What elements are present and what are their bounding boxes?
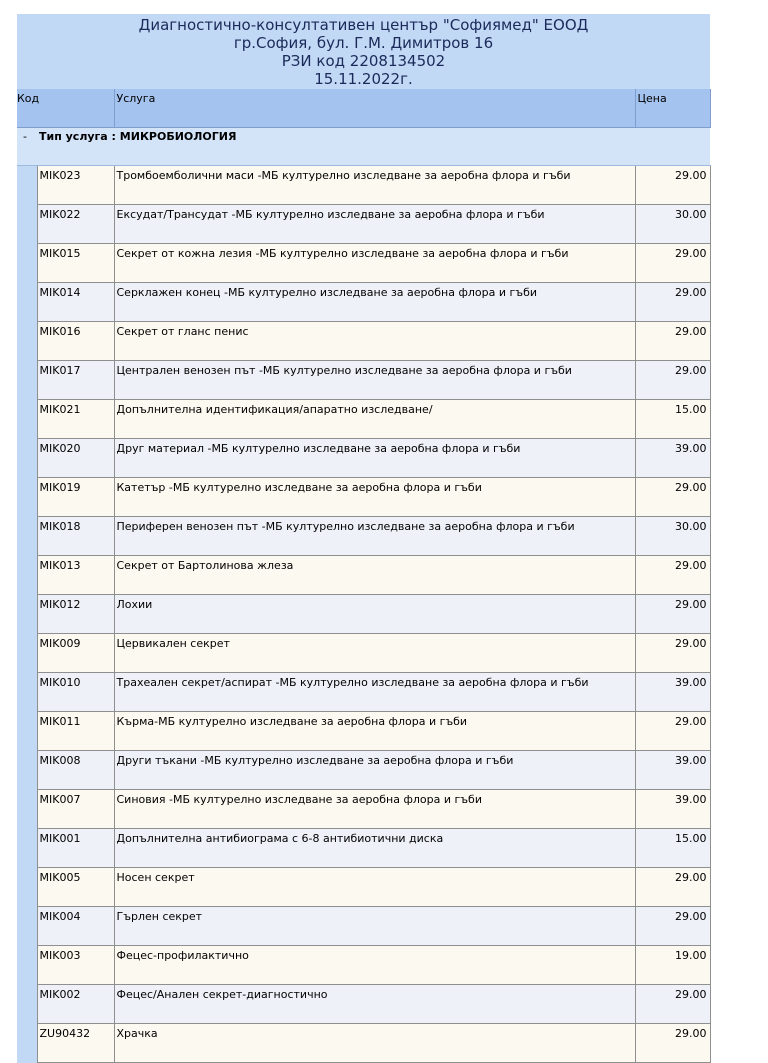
column-header-row [17,89,710,128]
row-price: 29.00 [635,478,710,517]
row-service: Носен секрет [114,868,635,907]
row-indent [17,556,37,595]
row-indent [17,478,37,517]
column-header-code: Код [17,89,114,128]
row-indent [17,907,37,946]
row-indent [17,946,37,985]
row-code: MIK015 [37,244,114,283]
row-indent [17,595,37,634]
row-code: MIK001 [37,829,114,868]
row-service: Серклажен конец -МБ културелно изследване за аеробна флора и гъби [114,283,635,322]
row-code: MIK010 [37,673,114,712]
table-row [17,712,710,751]
row-service: Храчка [114,1024,635,1063]
row-indent [17,205,37,244]
row-service: Секрет от гланс пенис [114,322,635,361]
column-header-price: Цена [635,89,710,128]
row-price: 29.00 [635,166,710,205]
table-row [17,595,710,634]
table-row [17,946,710,985]
table-row [17,400,710,439]
row-price: 29.00 [635,283,710,322]
row-service: Секрет от кожна лезия -МБ културелно изследване за аеробна флора и гъби [114,244,635,283]
row-service: Допълнителна идентификация/апаратно изследване/ [114,400,635,439]
table-row [17,829,710,868]
row-service: Цервикален секрет [114,634,635,673]
row-code: MIK011 [37,712,114,751]
row-indent [17,439,37,478]
row-price: 15.00 [635,400,710,439]
row-indent [17,244,37,283]
row-service: Гърлен секрет [114,907,635,946]
report-header [17,14,710,89]
row-service: Катетър -МБ културелно изследване за аеробна флора и гъби [114,478,635,517]
table-row [17,907,710,946]
row-service: Кърма-МБ културелно изследване за аеробна флора и гъби [114,712,635,751]
row-code: MIK005 [37,868,114,907]
row-service: Фецес-профилактично [114,946,635,985]
table-row [17,205,710,244]
row-price: 29.00 [635,634,710,673]
row-price: 39.00 [635,751,710,790]
row-service: Секрет от Бартолинова жлеза [114,556,635,595]
row-service: Лохии [114,595,635,634]
table-row [17,166,710,205]
row-code: MIK014 [37,283,114,322]
row-price: 29.00 [635,1024,710,1063]
rzi-code: РЗИ код 2208134502 [281,52,446,70]
row-service: Допълнителна антибиограма с 6-8 антибиотични диска [114,829,635,868]
row-indent [17,829,37,868]
row-indent [17,166,37,205]
row-code: MIK020 [37,439,114,478]
group-row [17,128,710,166]
price-table [17,89,711,1063]
table-row [17,361,710,400]
row-price: 29.00 [635,985,710,1024]
row-code: MIK004 [37,907,114,946]
row-price: 29.00 [635,244,710,283]
row-price: 29.00 [635,595,710,634]
table-row [17,517,710,556]
row-code: MIK022 [37,205,114,244]
row-service: Ексудат/Трансудат -МБ културелно изследване за аеробна флора и гъби [114,205,635,244]
row-code: MIK018 [37,517,114,556]
row-indent [17,712,37,751]
table-row [17,673,710,712]
row-service: Фецес/Анален секрет-диагностично [114,985,635,1024]
row-price: 30.00 [635,517,710,556]
row-indent [17,361,37,400]
row-price: 39.00 [635,790,710,829]
row-price: 29.00 [635,322,710,361]
table-row [17,634,710,673]
row-service: Друг материал -МБ културелно изследване за аеробна флора и гъби [114,439,635,478]
row-code: MIK003 [37,946,114,985]
row-code: MIK019 [37,478,114,517]
table-row [17,556,710,595]
row-code: MIK012 [37,595,114,634]
row-code: MIK021 [37,400,114,439]
table-row [17,244,710,283]
table-row [17,790,710,829]
row-code: MIK008 [37,751,114,790]
row-code: MIK007 [37,790,114,829]
table-row [17,439,710,478]
row-indent [17,322,37,361]
row-indent [17,868,37,907]
row-indent [17,517,37,556]
row-indent [17,790,37,829]
row-indent [17,751,37,790]
table-row [17,985,710,1024]
row-indent [17,634,37,673]
row-indent [17,673,37,712]
row-price: 30.00 [635,205,710,244]
company-name: Диагностично-консултативен център "Софиямед" ЕООД [138,16,589,34]
row-price: 39.00 [635,673,710,712]
row-service: Други тъкани -МБ културелно изследване за аеробна флора и гъби [114,751,635,790]
row-code: MIK023 [37,166,114,205]
row-price: 29.00 [635,907,710,946]
row-service: Трахеален секрет/аспират -МБ културелно изследване за аеробна флора и гъби [114,673,635,712]
row-indent [17,283,37,322]
row-service: Синовия -МБ културелно изследване за аеробна флора и гъби [114,790,635,829]
table-row [17,478,710,517]
row-indent [17,1024,37,1063]
row-price: 39.00 [635,439,710,478]
company-address: гр.София, бул. Г.М. Димитров 16 [233,34,494,52]
row-code: MIK016 [37,322,114,361]
report-date: 15.11.2022г. [314,70,413,88]
table-row [17,868,710,907]
column-header-service: Услуга [114,89,635,128]
table-row [17,283,710,322]
row-price: 29.00 [635,361,710,400]
row-code: ZU90432 [37,1024,114,1063]
row-price: 15.00 [635,829,710,868]
row-price: 29.00 [635,556,710,595]
row-indent [17,985,37,1024]
row-indent [17,400,37,439]
collapse-toggle-icon[interactable]: - [17,128,37,166]
row-service: Тромбоемболични маси -МБ културелно изследване за аеробна флора и гъби [114,166,635,205]
price-list-report [17,14,710,1063]
row-price: 19.00 [635,946,710,985]
row-code: MIK017 [37,361,114,400]
row-service: Периферен венозен път -МБ културелно изследване за аеробна флора и гъби [114,517,635,556]
row-code: MIK002 [37,985,114,1024]
row-price: 29.00 [635,712,710,751]
row-code: MIK009 [37,634,114,673]
row-service: Централен венозен път -МБ културелно изследване за аеробна флора и гъби [114,361,635,400]
group-label: Тип услуга : МИКРОБИОЛОГИЯ [37,128,710,166]
row-price: 29.00 [635,868,710,907]
table-row [17,1024,710,1063]
table-row [17,751,710,790]
row-code: MIK013 [37,556,114,595]
table-row [17,322,710,361]
